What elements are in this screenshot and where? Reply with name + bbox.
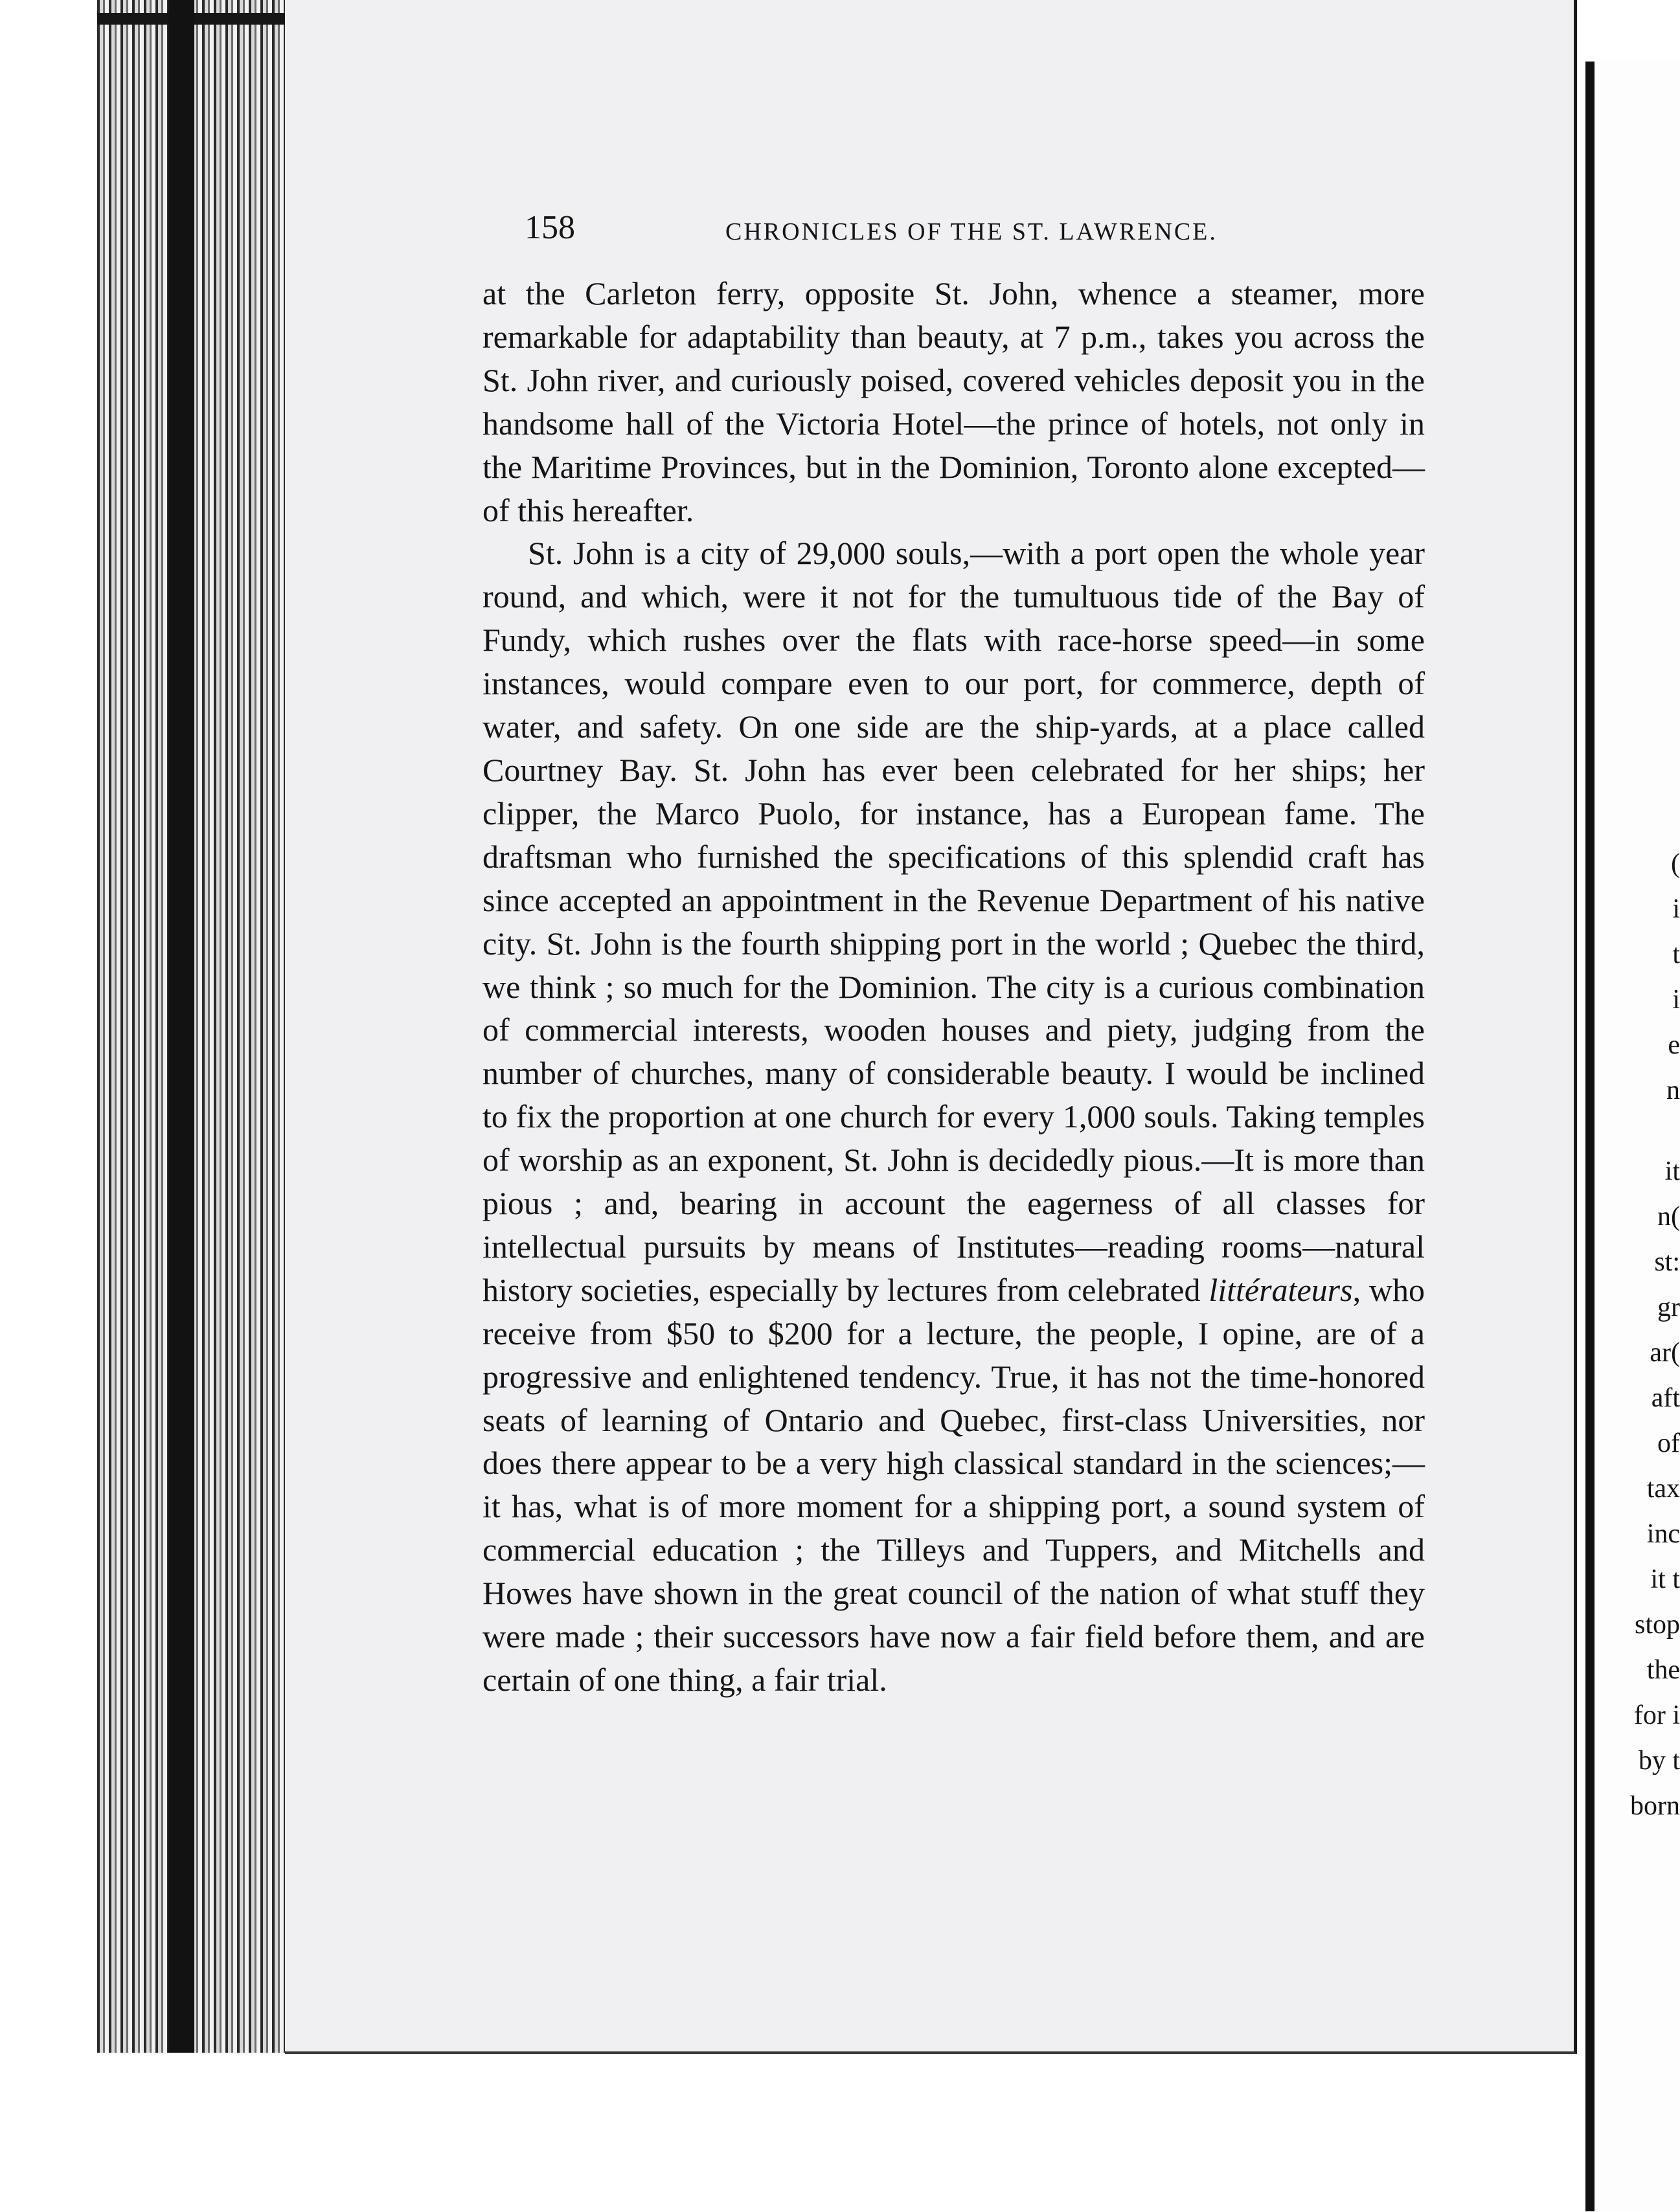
paragraph-2	[482, 532, 1425, 1701]
running-head	[525, 209, 1276, 247]
facing-page-fragment: born	[1630, 1791, 1680, 1821]
facing-page-fragment: stop	[1634, 1610, 1680, 1640]
italic-term: littérateurs	[1209, 1271, 1353, 1308]
facing-page-fragment: n(	[1657, 1202, 1680, 1232]
facing-page-fragment: it	[1664, 1157, 1680, 1186]
facing-page-fragment: for i	[1633, 1700, 1680, 1730]
facing-page-fragment: t	[1672, 940, 1680, 969]
book-spine-shadow	[168, 0, 194, 2053]
facing-page-fragment: i	[1672, 985, 1680, 1015]
facing-page-fragment: inc	[1646, 1519, 1680, 1549]
facing-page-fragment: the	[1646, 1655, 1680, 1685]
facing-page-fragment: aft	[1651, 1383, 1680, 1413]
paragraph-1: at the Carleton ferry, opposite St. John, whence a steamer, more remarkable for adaptability than beauty, at 7 p.m., takes you across the St. John river, and curiously poised, covered vehicles deposit you in the handsome hall of the Victoria Hotel—the prince of hotels, not only in the Maritime Provinces, but in the Dominion, Toronto alone excepted—of this hereafter.	[482, 275, 1425, 528]
book-page-edges	[97, 0, 291, 2053]
body-text	[482, 272, 1425, 1702]
facing-page-fragment: i	[1672, 894, 1680, 924]
facing-page-fragment: st:	[1654, 1247, 1680, 1277]
facing-page-fragment: tax	[1646, 1474, 1680, 1504]
facing-page-edge	[1585, 62, 1680, 2211]
facing-page-fragment: it t	[1650, 1564, 1680, 1594]
facing-page-fragment: gr	[1657, 1292, 1680, 1322]
paragraph-2-part-1: St. John is a city of 29,000 souls,—with a port open the whole year round, and which, were it not for the tumultuous tide of the Bay of Fundy, which rushes over the flats with race-horse speed—in some instances, would compare even to our port, for commerce, depth of water, and safety. On one side are the ship-yards, at a place called Courtney Bay. St. John has ever been celebrated for her ships; her clipper, the Marco Puolo, for instance, has a European fame. The draftsman who furnished the specifications of this splendid craft has since accepted an appointment in the Revenue Department of his native city. St. John is the fourth shipping port in the world ; Quebec the third, we think ; so much for the Dominion. The city is a curious combination of commercial interests, wooden houses and piety, judging from the number of churches, many of considerable beauty. I would be inclined to fix the proportion at one church for every 1,000 souls. Taking temples of worship as an exponent, St. John is decidedly pious.—It is more than pious ; and, bearing in account the eagerness of all classes for intellectual pursuits by means of Institutes—reading rooms—natural history societies, especially by lectures from celebrated	[482, 535, 1425, 1308]
facing-page-fragment: n	[1666, 1076, 1680, 1105]
facing-page-fragment: ar(	[1650, 1338, 1680, 1368]
facing-page-fragment: e	[1668, 1030, 1680, 1060]
page-number: 158	[525, 209, 575, 246]
paragraph-2-part-2: , who receive from $50 to $200 for a lecture, the people, I opine, are of a progressive and enlightened tendency. True, it has not the time-honored seats of learning of Ontario and Quebec, first-class Universities, nor does there appear to be a very high classical standard in the sciences;—it has, what is of more moment for a shipping port, a sound system of commercial education ; the Tilleys and Tuppers, and Mitchells and Howes have shown in the great council of the nation of what stuff they were made ; their successors have now a fair field before them, and are certain of one thing, a fair trial.	[482, 1271, 1425, 1698]
running-title: CHRONICLES OF THE ST. LAWRENCE.	[725, 218, 1218, 245]
facing-page-fragment: by t	[1638, 1746, 1680, 1776]
facing-page-fragment: of	[1657, 1428, 1680, 1458]
facing-page-fragment: (	[1671, 849, 1680, 879]
